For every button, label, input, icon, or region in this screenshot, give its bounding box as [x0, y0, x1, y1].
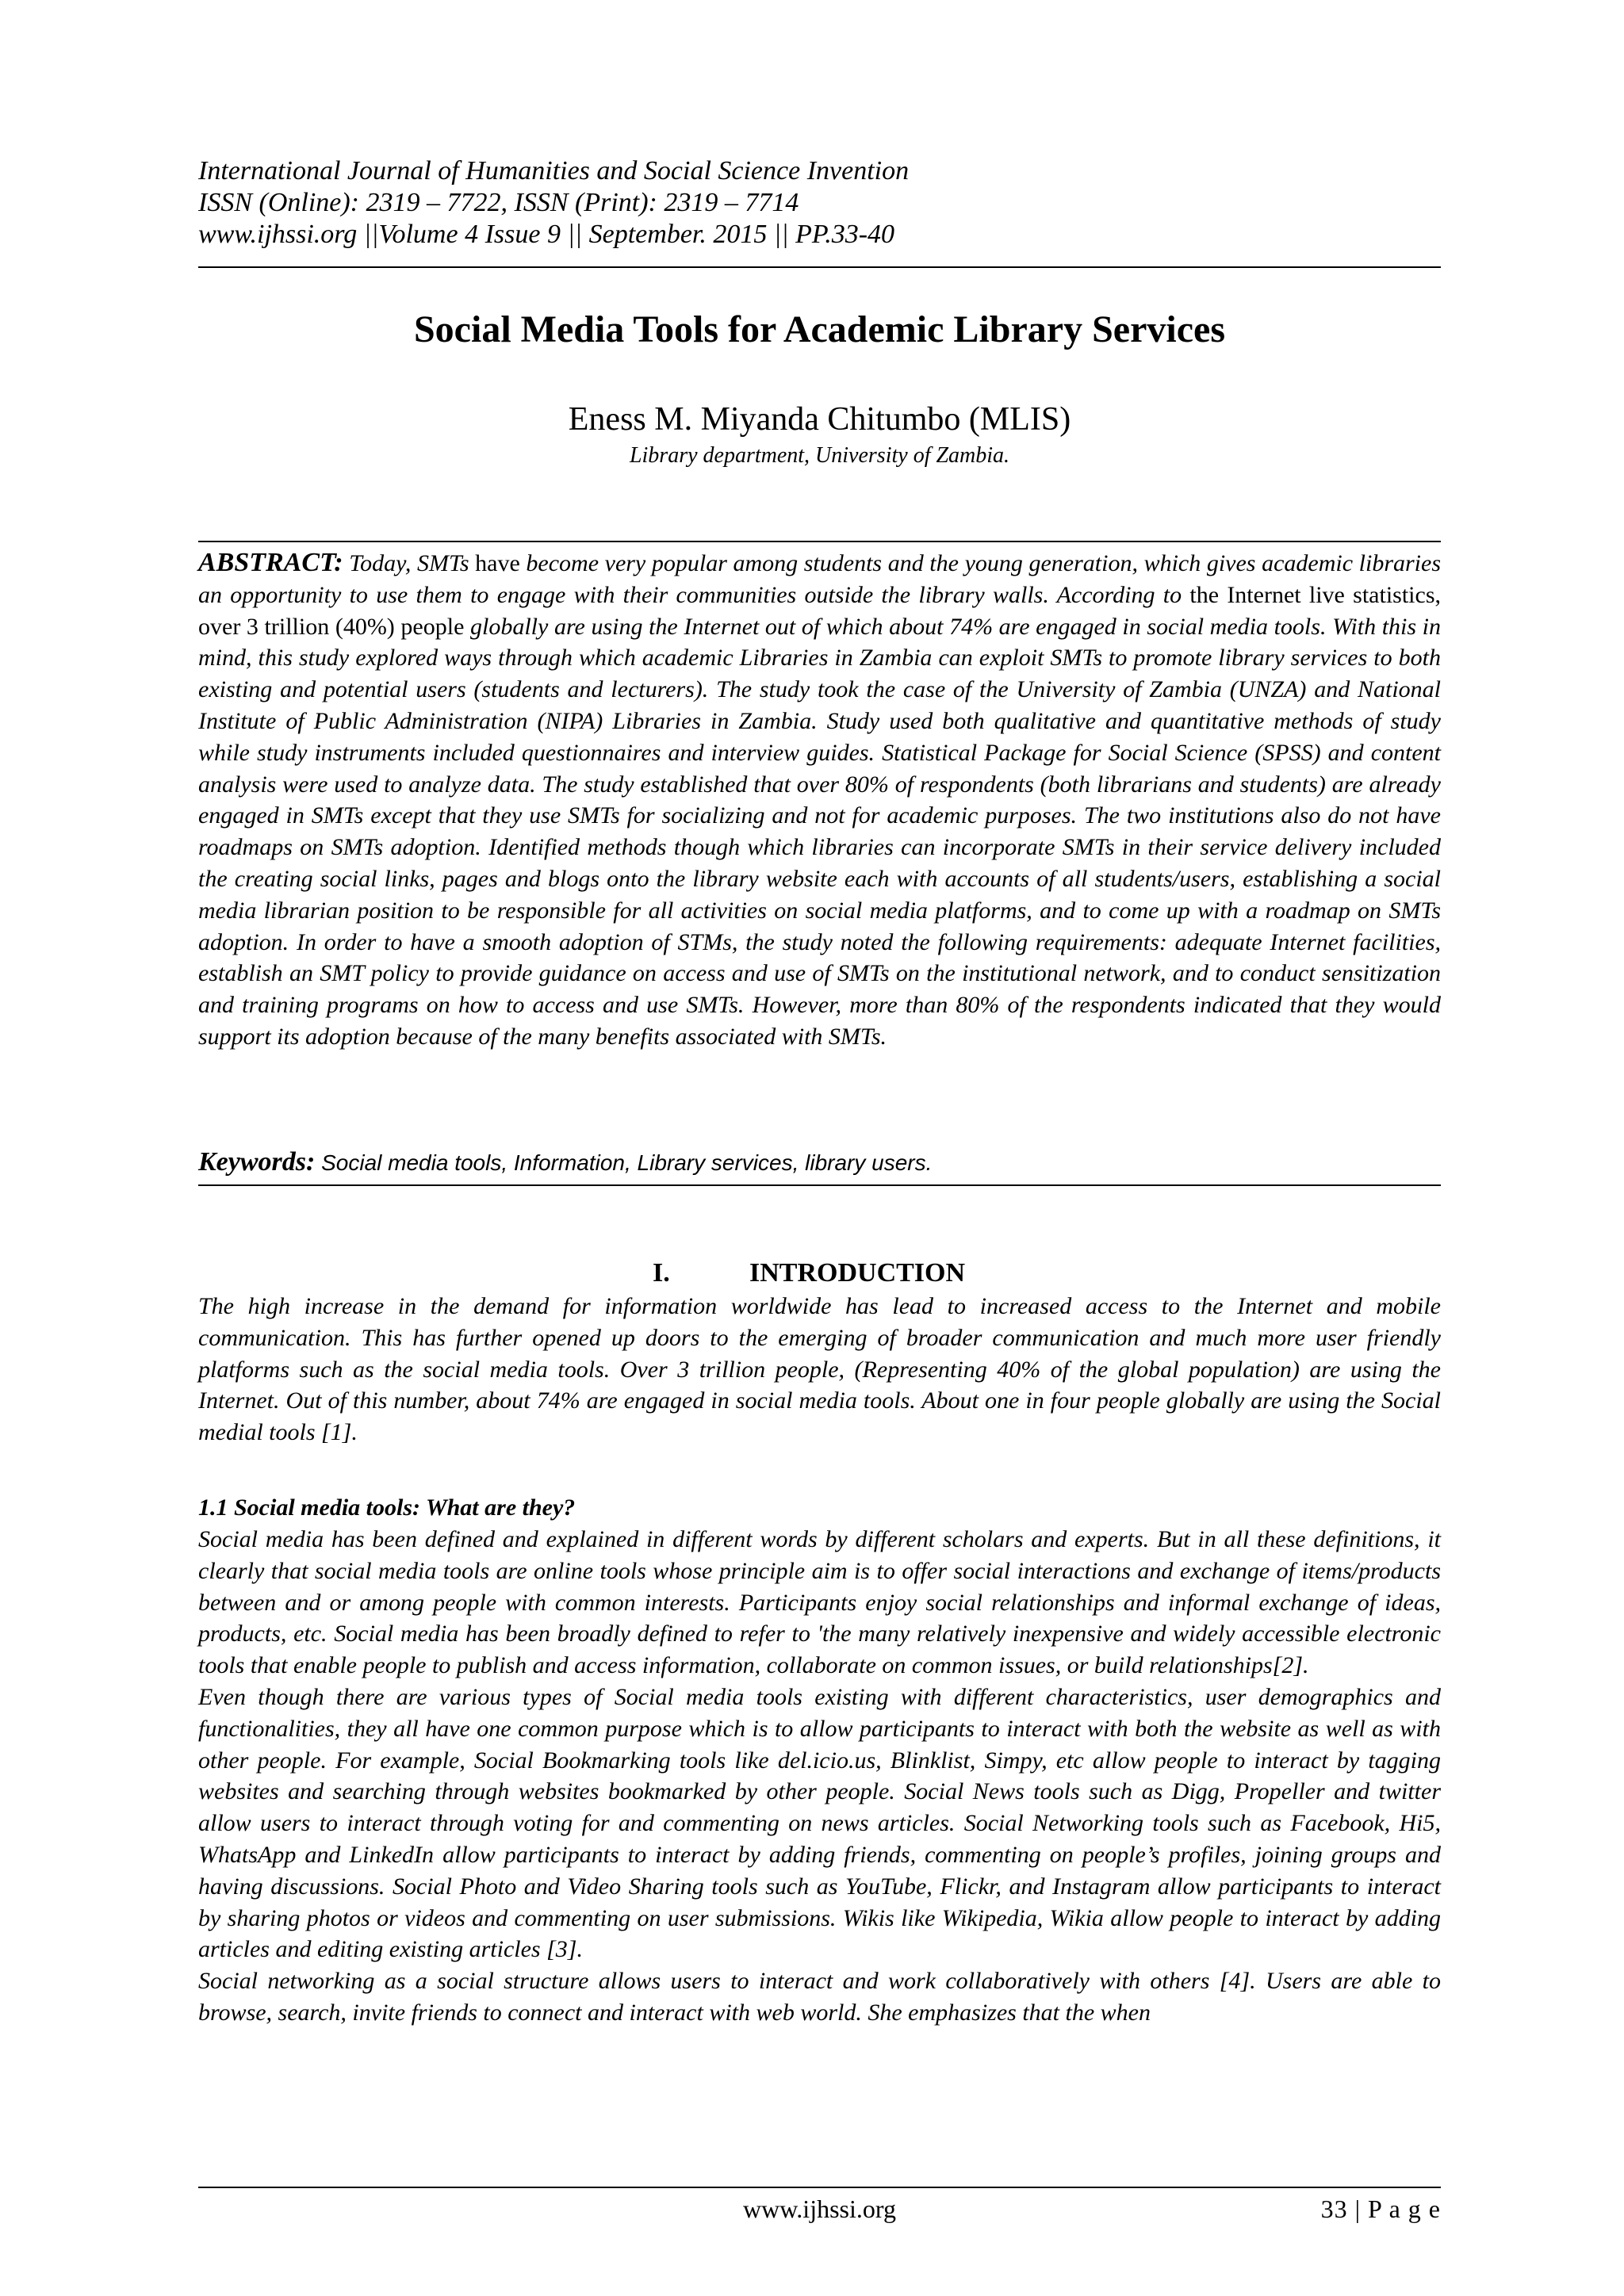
abstract — [198, 547, 1441, 1053]
keywords-label: Keywords: — [198, 1147, 316, 1177]
section-title: INTRODUCTION — [749, 1258, 966, 1288]
subsection-heading: 1.1 Social media tools: What are they? — [198, 1494, 576, 1521]
journal-name: International Journal of Humanities and Social Science Invention — [198, 156, 910, 186]
page-number: 33 | P a g e — [1320, 2195, 1441, 2223]
abstract-text-2: have — [475, 550, 520, 576]
body-paragraph: Social media has been defined and explained in different words by different scholars and experts. But in all these definitions, it clearly that social media tools are online tools whose principle aim is to offer social interactions and exchange of items/products between and or among people with common interests. Participants enjoy social relationships and informal exchange of ideas, products, etc. Social media has been broadly defined to refer to 'the many relatively inexpensive and widely accessible electronic tools that enable people to publish and access information, collaborate on common issues, or build relationships[2]. — [198, 1526, 1441, 1679]
abstract-text-3: become very popular among students and the young generation, which gives academic libraries an opportunity to use them to engage with their communities outside the library walls. According to — [198, 550, 1441, 608]
paper-title: Social Media Tools for Academic Library Services — [413, 308, 1226, 350]
author-affiliation: Library department, University of Zambia. — [629, 443, 1010, 468]
body-paragraph: Social networking as a social structure allows users to interact and work collaboratively with others [4]. Users are able to browse, search, invite friends to connect and interact with web world. She emphasizes that the when — [198, 1968, 1441, 2026]
abstract-label: ABSTRACT: — [198, 548, 343, 577]
keywords — [198, 1146, 1441, 1179]
footer-website: www.ijhssi.org — [743, 2195, 896, 2223]
abstract-text-5: globally are using the Internet out of which about 74% are engaged in social media tools. With this in mind, this study explored ways through which academic Libraries in Zambia can exploit SMTs to promote library services to both existing and potential users (students and lecturers). The study took the case of the University of Zambia (UNZA) and National Institute of Public Administration (NIPA) Libraries in Zambia. Study used both qualitative and quantitative methods of study while study instruments included questionnaires and interview guides. Statistical Package for Social Science (SPSS) and content analysis were used to analyze data. The study established that over 80% of respondents (both librarians and students) are already engaged in SMTs except that they use SMTs for socializing and not for academic purposes. The two institutions also do not have roadmaps on SMTs adoption. Identified methods though which libraries can incorporate SMTs in their service delivery included the creating social links, pages and blogs onto the library website each with accounts of all students/users, establishing a social media librarian position to be responsible for all activities on social media platforms, and to come up with a roadmap on SMTs adoption. In order to have a smooth adoption of STMs, the study noted the following requirements: adequate Internet facilities, establish an SMT policy to provide guidance on access and use of SMTs on the institutional network, and to conduct sensitization and training programs on how to access and use SMTs. However, more than 80% of the respondents indicated that they would support its adoption because of the many benefits associated with SMTs. — [198, 613, 1441, 1050]
author-name: Eness M. Miyanda Chitumbo (MLIS) — [568, 401, 1071, 438]
journal-issue: www.ijhssi.org ||Volume 4 Issue 9 || September. 2015 || PP.33-40 — [198, 220, 895, 249]
keywords-text: Social media tools, Information, Library services, library users. — [315, 1150, 933, 1175]
footer-divider — [198, 2187, 1441, 2188]
journal-issn: ISSN (Online): 2319 – 7722, ISSN (Print): 2319 – 7714 — [198, 188, 799, 217]
body-paragraph: Even though there are various types of Social media tools existing with different characteristics, user demographics and functionalities, they all have one common purpose which is to allow participants to interact with both the website as well as with other people. For example, Social Bookmarking tools like del.icio.us, Blinklist, Simpy, etc allow people to interact by tagging websites and searching through websites bookmarked by other people. Social News tools such as Digg, Propeller and twitter allow users to interact through voting for and commenting on news articles. Social Networking tools such as Facebook, Hi5, WhatsApp and LinkedIn allow participants to interact by adding friends, commenting on people’s profiles, joining groups and having discussions. Social Photo and Video Sharing tools such as YouTube, Flickr, and Instagram allow participants to interact by sharing photos or videos and commenting on user submissions. Wikis like Wikipedia, Wikia allow people to interact by adding articles and editing existing articles [3]. — [198, 1683, 1441, 1963]
abstract-top-divider — [198, 541, 1441, 542]
journal-header — [198, 155, 1441, 251]
abstract-bottom-divider — [198, 1184, 1441, 1186]
abstract-text-4: the Internet live statistics, over 3 trillion (40%) people — [198, 581, 1441, 640]
introduction-paragraph — [198, 1291, 1441, 1448]
header-divider — [198, 266, 1441, 268]
abstract-text-1: Today, SMTs — [343, 550, 476, 576]
subsection-body — [198, 1524, 1441, 2029]
intro-text: The high increase in the demand for information worldwide has lead to increased access to the Internet and mobile communication. This has further opened up doors to the emerging of broader communication and much more user friendly platforms such as the social media tools. Over 3 trillion people, (Representing 40% of the global population) are using the Internet. Out of this number, about 74% are engaged in social media tools. About one in four people globally are using the Social medial tools [1]. — [198, 1293, 1441, 1446]
section-number: I. — [653, 1258, 670, 1288]
